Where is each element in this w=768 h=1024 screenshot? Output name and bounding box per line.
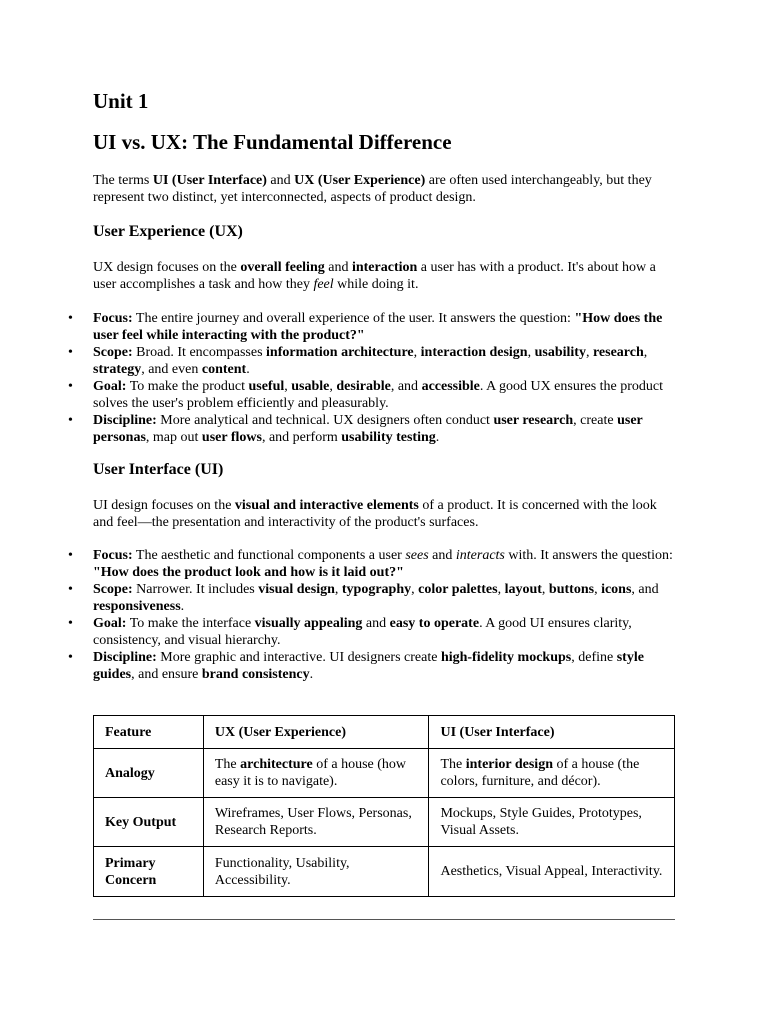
horizontal-rule <box>93 919 675 920</box>
text-run: To make the interface <box>126 616 255 631</box>
table-cell-ux <box>203 749 429 798</box>
bullet-icon: • <box>68 616 73 631</box>
bold-text: information architecture <box>266 345 414 360</box>
text-run: More graphic and interactive. UI designers create <box>156 650 441 665</box>
bold-text: useful <box>248 379 285 394</box>
bold-text: "How does the user feel while interacting with the product?" <box>93 311 663 343</box>
italic-text: sees <box>405 548 429 563</box>
list-item-text <box>93 582 659 614</box>
column-header-feature: Feature <box>94 716 204 749</box>
text-run: The terms <box>93 173 153 188</box>
text-run: , <box>585 345 593 360</box>
text-run: , <box>643 345 648 360</box>
table-row <box>94 847 675 897</box>
text-run: , <box>334 582 342 597</box>
text-run: . <box>309 667 314 682</box>
text-run: , <box>527 345 535 360</box>
text-run: . <box>246 362 250 377</box>
row-header-key-output: Key Output <box>94 798 204 847</box>
text-run: , and <box>631 582 659 597</box>
bold-text: visual design <box>258 582 335 597</box>
text-run: , <box>541 582 549 597</box>
ui-intro-paragraph <box>93 497 675 531</box>
text-run: The <box>214 757 241 772</box>
text-run: , and ensure <box>131 667 202 682</box>
ux-intro-paragraph <box>93 259 675 293</box>
bold-text: strategy <box>93 362 142 377</box>
table-cell-ui <box>429 798 675 847</box>
text-run: , and <box>390 379 422 394</box>
text-run: , define <box>571 650 617 665</box>
text-run: Broad. It encompasses <box>132 345 267 360</box>
text-run: Mockups, Style Guides, Prototypes, Visual Assets. <box>440 806 642 838</box>
bold-text: typography <box>341 582 412 597</box>
list-item-text <box>93 650 644 682</box>
bold-text: visual and interactive elements <box>234 498 419 513</box>
text-run: More analytical and technical. UX designers often conduct <box>156 413 494 428</box>
bold-text: interaction <box>351 260 418 275</box>
table-row <box>94 798 675 847</box>
bold-text: overall feeling <box>240 260 325 275</box>
bold-text: usable <box>291 379 330 394</box>
bold-text: user flows <box>201 430 262 445</box>
bold-text: desirable <box>336 379 391 394</box>
list-item <box>68 310 675 344</box>
list-item-text <box>93 379 663 411</box>
bold-text: Scope: <box>93 345 133 360</box>
list-item <box>68 547 675 581</box>
bold-text: user research <box>493 413 574 428</box>
text-run: Functionality, Usability, Accessibility. <box>214 855 350 888</box>
bold-text: accessible <box>421 379 480 394</box>
text-run: with. It answers the question: <box>504 548 673 563</box>
bold-text: buttons <box>548 582 595 597</box>
list-item <box>68 615 675 649</box>
bold-text: content <box>201 362 247 377</box>
text-run: , <box>284 379 292 394</box>
ui-heading: User Interface (UI) <box>93 461 224 478</box>
text-run: , <box>329 379 337 394</box>
bold-text: usability testing <box>341 430 436 445</box>
text-run: of a product. It is concerned with the look and feel—the presentation and interactivity of the product's surfaces. <box>93 498 657 530</box>
bold-text: icons <box>601 582 632 597</box>
text-run: , map out <box>145 430 202 445</box>
text-run: , <box>497 582 505 597</box>
text-run: and <box>324 260 352 275</box>
text-run: . A good UI ensures clarity, consistency, and visual hierarchy. <box>93 616 632 648</box>
table-cell-ui <box>429 847 675 897</box>
bold-text: high-fidelity mockups <box>440 650 572 665</box>
table-header-row <box>94 716 675 749</box>
text-run: a user has with a product. It's about how a user accomplishes a task and how they <box>93 260 656 292</box>
ui-bullet-list <box>68 547 675 683</box>
bullet-icon: • <box>68 548 73 563</box>
bold-text: layout <box>504 582 542 597</box>
text-run: The aesthetic and functional components a user <box>132 548 406 563</box>
list-item <box>68 378 675 412</box>
text-run: Wireframes, User Flows, Personas, Research Reports. <box>214 806 412 838</box>
text-run: are often used interchangeably, but they represent two distinct, yet interconnected, aspects of product design. <box>93 173 652 205</box>
bold-text: UX (User Experience) <box>294 173 426 188</box>
bold-text: responsiveness <box>93 599 181 614</box>
column-header-ux: UX (User Experience) <box>203 716 429 749</box>
intro-paragraph <box>93 172 675 206</box>
bold-text: Discipline: <box>93 650 157 665</box>
italic-text: interacts <box>455 548 505 563</box>
page-title: UI vs. UX: The Fundamental Difference <box>93 130 452 154</box>
list-item-text <box>93 311 662 343</box>
text-run: The <box>440 757 466 772</box>
bold-text: visually appealing <box>254 616 363 631</box>
list-item <box>68 649 675 683</box>
text-run: , and perform <box>261 430 342 445</box>
text-run: . <box>435 430 440 445</box>
list-item <box>68 412 675 446</box>
text-run: UI design focuses on the <box>93 498 235 513</box>
bold-text: research <box>592 345 644 360</box>
bold-text: style guides <box>93 650 644 682</box>
bold-text: Goal: <box>93 379 127 394</box>
bold-text: architecture <box>240 757 313 772</box>
bullet-icon: • <box>68 650 73 665</box>
bold-text: easy to operate <box>389 616 480 631</box>
bold-text: user personas <box>93 413 643 445</box>
text-run: To make the product <box>126 379 249 394</box>
text-run: Narrower. It includes <box>132 582 259 597</box>
table-cell-ui <box>429 749 675 798</box>
row-header-primary-concern: Primary Concern <box>94 847 204 897</box>
bold-text: "How does the product look and how is it laid out?" <box>93 565 404 580</box>
bullet-icon: • <box>68 413 73 428</box>
italic-text: feel <box>313 277 334 292</box>
text-run: , <box>594 582 602 597</box>
bold-text: interior design <box>465 757 553 772</box>
bullet-icon: • <box>68 345 73 360</box>
bold-text: Scope: <box>93 582 133 597</box>
text-run: of a house (the colors, furniture, and décor). <box>440 757 640 789</box>
text-run: , and even <box>141 362 202 377</box>
bold-text: Focus: <box>93 311 133 326</box>
bold-text: color palettes <box>418 582 498 597</box>
table-cell-ux <box>203 847 429 897</box>
text-run: Aesthetics, Visual Appeal, Interactivity. <box>440 864 663 879</box>
row-header-analogy: Analogy <box>94 749 204 798</box>
text-run: UX design focuses on the <box>93 260 241 275</box>
text-run: The entire journey and overall experience of the user. It answers the question: <box>132 311 575 326</box>
list-item <box>68 581 675 615</box>
bold-text: brand consistency <box>201 667 310 682</box>
text-run: , create <box>573 413 618 428</box>
text-run: . <box>180 599 185 614</box>
unit-heading: Unit 1 <box>93 89 149 113</box>
bold-text: Discipline: <box>93 413 157 428</box>
list-item-text <box>93 548 673 580</box>
text-run: while doing it. <box>333 277 419 292</box>
bullet-icon: • <box>68 582 73 597</box>
bold-text: Goal: <box>93 616 127 631</box>
bold-text: Focus: <box>93 548 133 563</box>
ux-bullet-list <box>68 310 675 446</box>
bullet-icon: • <box>68 379 73 394</box>
text-run: , <box>413 345 421 360</box>
table-row <box>94 749 675 798</box>
bold-text: interaction design <box>420 345 528 360</box>
ux-heading: User Experience (UX) <box>93 223 243 240</box>
bold-text: UI (User Interface) <box>152 173 267 188</box>
list-item <box>68 344 675 378</box>
bold-text: usability <box>534 345 586 360</box>
table-cell-ux <box>203 798 429 847</box>
bullet-icon: • <box>68 311 73 326</box>
text-run: . A good UX ensures the product solves the user's problem efficiently and pleasurably. <box>93 379 664 411</box>
comparison-table <box>93 715 675 897</box>
text-run: of a house (how easy it is to navigate). <box>214 757 407 789</box>
text-run: and <box>362 616 390 631</box>
list-item-text <box>93 616 632 648</box>
list-item-text <box>93 345 647 377</box>
text-run: , <box>411 582 419 597</box>
text-run: and <box>428 548 456 563</box>
list-item-text <box>93 413 643 445</box>
column-header-ui: UI (User Interface) <box>429 716 675 749</box>
text-run: and <box>266 173 295 188</box>
